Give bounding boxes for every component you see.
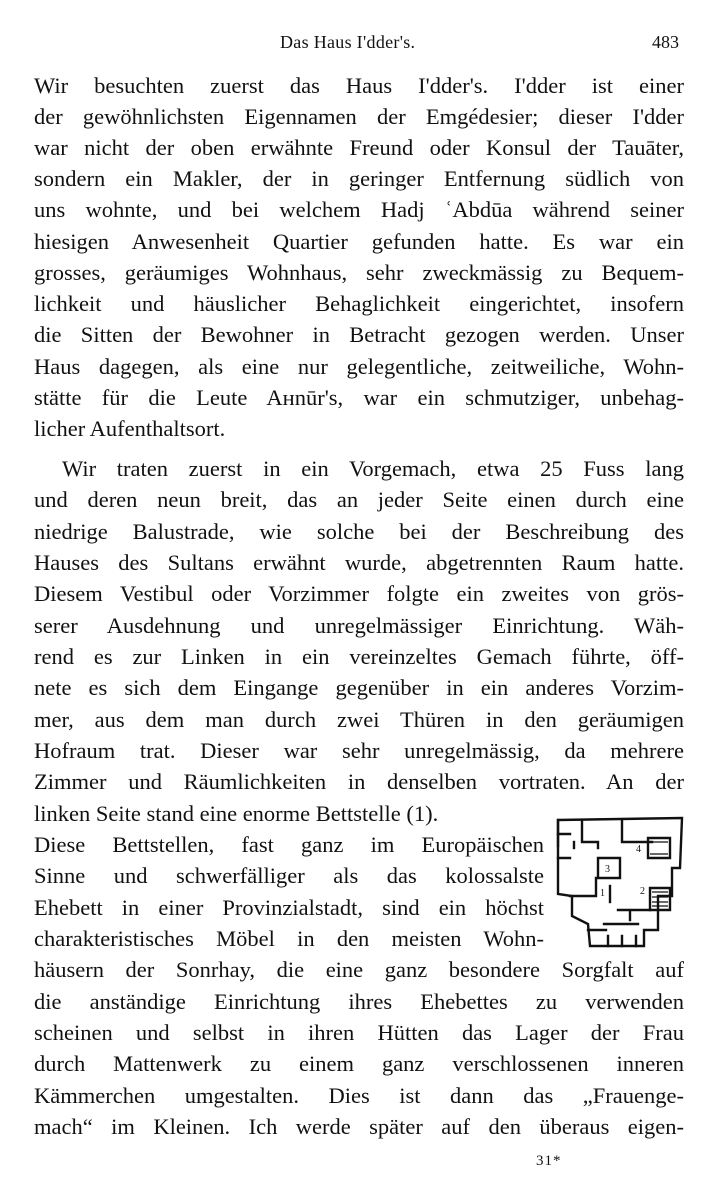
text-line: war nicht der oben erwähnte Freund oder Konsul der Tauāter, [34, 135, 684, 160]
text-line: Sinne und schwerfälliger als das kolossalste [34, 863, 544, 888]
text-line: serer Ausdehnung und unregelmässiger Einrichtung. Wäh- [34, 613, 684, 638]
house-floor-plan [548, 812, 688, 950]
text-line: scheinen und selbst in ihren Hütten das Lager der Frau [34, 1020, 684, 1045]
text-line: lichkeit und häuslicher Behaglichkeit eingerichtet, insofern [34, 291, 684, 316]
plan-label-1: 1 [600, 888, 605, 899]
text-line: die Sitten der Bewohner in Betracht gezogen werden. Unser [34, 322, 684, 347]
text-line: nete es sich dem Eingange gegenüber in ein anderes Vorzim- [34, 675, 684, 700]
text-line: rend es zur Linken in ein vereinzeltes Gemach führte, öff- [34, 644, 684, 669]
text-line: stätte für die Leute Aʜnūr's, war ein schmutziger, unbehag- [34, 385, 684, 410]
text-line: mach“ im Kleinen. Ich werde später auf den überaus eigen- [34, 1114, 684, 1139]
text-line: hiesigen Anwesenheit Quartier gefunden hatte. Es war ein [34, 229, 684, 254]
text-line: häusern der Sonrhay, die eine ganz besondere Sorgfalt auf [34, 957, 684, 982]
text-line: Wir traten zuerst in ein Vorgemach, etwa 25 Fuss lang [62, 456, 684, 481]
page-number: 483 [652, 32, 679, 52]
plan-label-2: 2 [640, 886, 645, 897]
text-line: sondern ein Makler, der in geringer Entfernung südlich von [34, 166, 684, 191]
text-line: und deren neun breit, das an jeder Seite einen durch eine [34, 487, 684, 512]
text-line: grosses, geräumiges Wohnhaus, sehr zweckmässig zu Bequem- [34, 260, 684, 285]
text-line: uns wohnte, und bei welchem Hadj ʿAbdūa während seiner [34, 197, 684, 222]
page-header [0, 32, 721, 56]
text-line: Hofraum trat. Dieser war sehr unregelmässig, da mehrere [34, 738, 684, 763]
text-line: Wir besuchten zuerst das Haus I'dder's. I'dder ist einer [34, 73, 684, 98]
text-line: niedrige Balustrade, wie solche bei der Beschreibung des [34, 519, 684, 544]
plan-label-3: 3 [605, 864, 610, 875]
text-line: Kämmerchen umgestalten. Dies ist dann das „Frauenge- [34, 1083, 684, 1108]
text-line: licher Aufenthaltsort. [34, 416, 226, 441]
text-line: Ehebett in einer Provinzialstadt, sind ein höchst [34, 895, 544, 920]
text-line: linken Seite stand eine enorme Bettstelle (1). [34, 801, 439, 826]
text-line: Diesem Vestibul oder Vorzimmer folgte ein zweites von grös- [34, 581, 684, 606]
running-title: Das Haus I'dder's. [280, 32, 416, 52]
plan-label-4: 4 [636, 844, 641, 855]
text-line: Hauses des Sultans erwähnt wurde, abgetrennten Raum hatte. [34, 550, 684, 575]
text-line: mer, aus dem man durch zwei Thüren in den geräumigen [34, 707, 684, 732]
text-line: die anständige Einrichtung ihres Ehebettes zu verwenden [34, 989, 684, 1014]
text-line: Diese Bettstellen, fast ganz im Europäischen [34, 832, 544, 857]
signature-mark: 31* [536, 1153, 562, 1169]
text-line: Haus dagegen, als eine nur gelegentliche, zeitweiliche, Wohn- [34, 354, 684, 379]
text-line: der gewöhnlichsten Eigennamen der Emgédesier; dieser I'dder [34, 104, 684, 129]
text-line: durch Mattenwerk zu einem ganz verschlossenen inneren [34, 1051, 684, 1076]
text-line: Zimmer und Räumlichkeiten in denselben vortraten. An der [34, 769, 684, 794]
text-line: charakteristisches Möbel in den meisten Wohn- [34, 926, 544, 951]
